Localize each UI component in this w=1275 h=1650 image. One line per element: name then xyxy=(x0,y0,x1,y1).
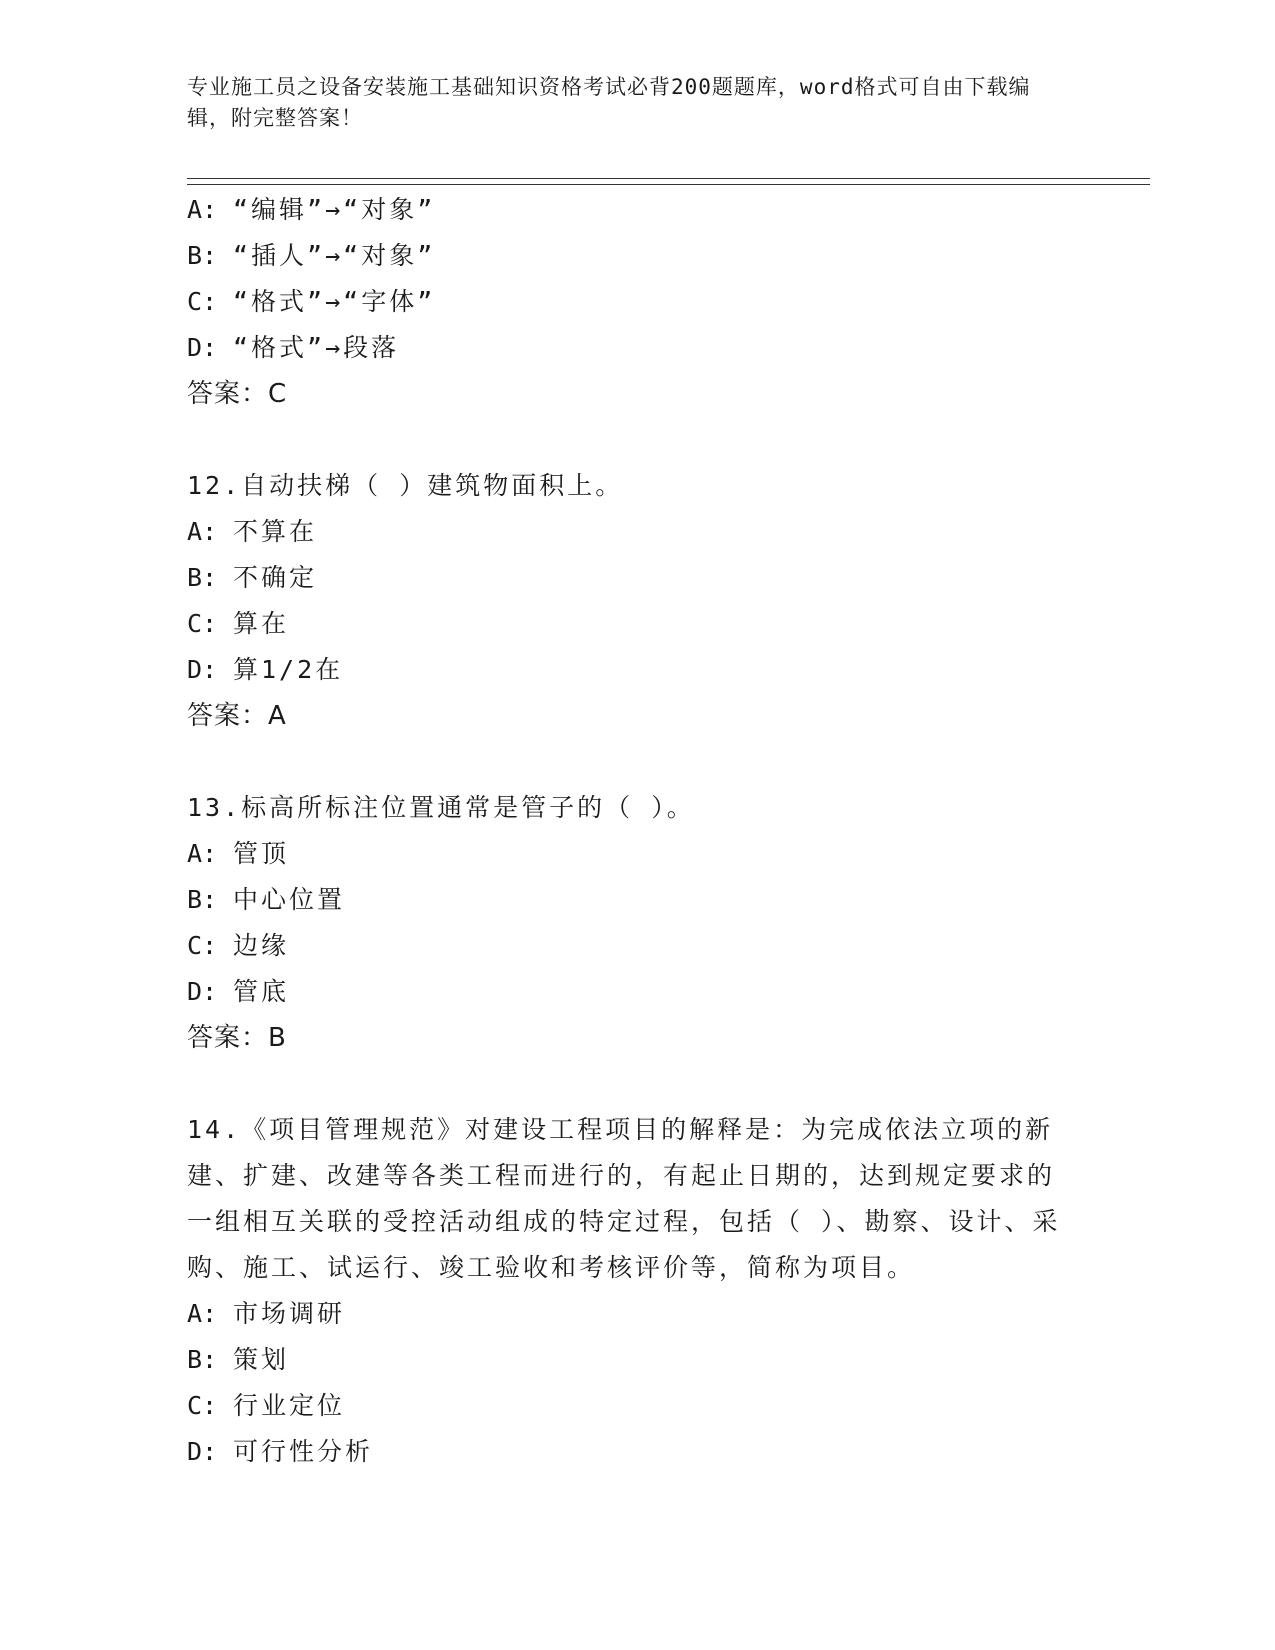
option-label: C: xyxy=(187,931,218,960)
option-text: “格式”→段落 xyxy=(233,333,400,362)
option-text: “编辑”→“对象” xyxy=(233,195,436,224)
option-text: “插人”→“对象” xyxy=(233,241,436,270)
spacer xyxy=(187,1061,1087,1107)
option-c xyxy=(187,601,1087,647)
option-a xyxy=(187,1291,1087,1337)
option-d xyxy=(187,647,1087,693)
page-header: 专业施工员之设备安装施工基础知识资格考试必背200题题库，word格式可自由下载编辑，附完整答案！ xyxy=(187,75,1031,130)
option-b xyxy=(187,1337,1087,1383)
option-text: 管顶 xyxy=(233,839,290,868)
option-label: A: xyxy=(187,839,218,868)
option-text: 不确定 xyxy=(233,563,318,592)
spacer xyxy=(187,417,1087,463)
option-label: D: xyxy=(187,977,218,1006)
option-text: 行业定位 xyxy=(233,1391,346,1420)
option-d xyxy=(187,969,1087,1015)
option-label: C: xyxy=(187,287,218,316)
question-content xyxy=(187,187,1087,1475)
option-label: A: xyxy=(187,517,218,546)
option-label: D: xyxy=(187,655,218,684)
option-a xyxy=(187,831,1087,877)
answer-line: 答案：B xyxy=(187,1023,287,1053)
option-text: 管底 xyxy=(233,977,290,1006)
question-stem: 12.自动扶梯（ ）建筑物面积上。 xyxy=(187,471,624,500)
option-label: D: xyxy=(187,1437,218,1466)
option-label: A: xyxy=(187,1299,218,1328)
option-text: 算在 xyxy=(233,609,290,638)
option-text: 算1/2在 xyxy=(233,655,344,684)
spacer xyxy=(187,739,1087,785)
question-stem: 13.标高所标注位置通常是管子的（ ）。 xyxy=(187,793,695,822)
option-label: B: xyxy=(187,885,218,914)
option-b xyxy=(187,233,1087,279)
option-a xyxy=(187,509,1087,555)
option-d xyxy=(187,325,1087,371)
answer-line: 答案：C xyxy=(187,379,288,409)
option-text: “格式”→“字体” xyxy=(233,287,436,316)
option-label: B: xyxy=(187,563,218,592)
option-text: 边缘 xyxy=(233,931,290,960)
option-text: 策划 xyxy=(233,1345,290,1374)
option-text: 市场调研 xyxy=(233,1299,346,1328)
option-label: B: xyxy=(187,1345,218,1374)
answer-line: 答案：A xyxy=(187,701,287,731)
option-a xyxy=(187,187,1087,233)
question-stem: 14.《项目管理规范》对建设工程项目的解释是：为完成依法立项的新建、扩建、改建等各类工程而进行的，有起止日期的，达到规定要求的一组相互关联的受控活动组成的特定过程，包括（ ）、勘察、设计、采购、施工、试运行、竣工验收和考核评价等，简称为项目。 xyxy=(187,1115,1061,1282)
option-c xyxy=(187,923,1087,969)
header-divider xyxy=(187,178,1150,185)
option-text: 不算在 xyxy=(233,517,318,546)
option-label: B: xyxy=(187,241,218,270)
option-c xyxy=(187,279,1087,325)
option-c xyxy=(187,1383,1087,1429)
option-text: 可行性分析 xyxy=(233,1437,374,1466)
option-b xyxy=(187,555,1087,601)
option-label: A: xyxy=(187,195,218,224)
option-label: C: xyxy=(187,1391,218,1420)
option-b xyxy=(187,877,1087,923)
option-label: C: xyxy=(187,609,218,638)
option-text: 中心位置 xyxy=(233,885,346,914)
option-label: D: xyxy=(187,333,218,362)
option-d xyxy=(187,1429,1087,1475)
